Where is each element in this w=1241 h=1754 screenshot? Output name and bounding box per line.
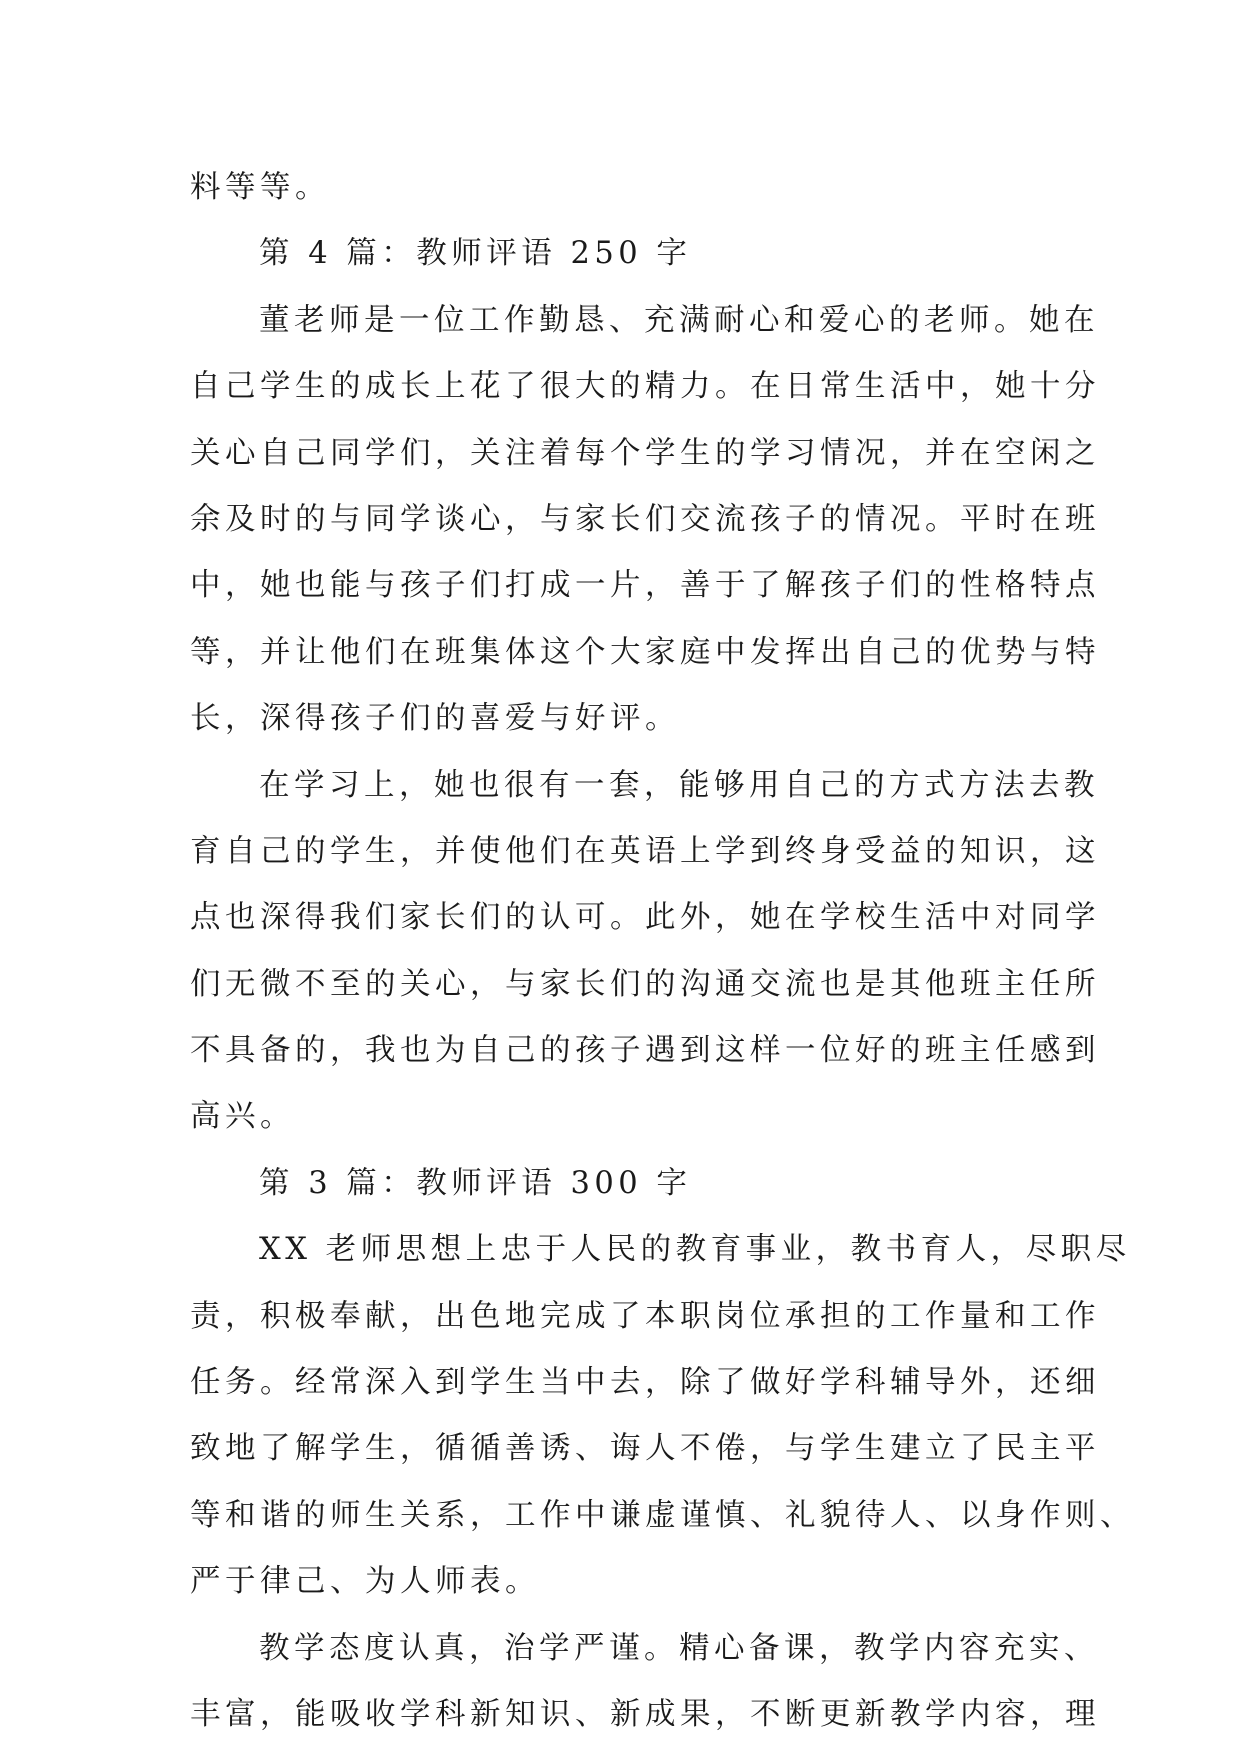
paragraph-line: XX 老师思想上忠于人民的教育事业，教书育人，尽职尽 — [259, 1232, 1131, 1268]
paragraph-line: 自己学生的成长上花了很大的精力。在日常生活中，她十分 — [190, 369, 1100, 405]
paragraph-line: 等和谐的师生关系，工作中谦虚谨慎、礼貌待人、以身作则、 — [190, 1497, 1135, 1533]
paragraph-line: 长，深得孩子们的喜爱与好评。 — [190, 701, 680, 737]
paragraph-line: 余及时的与同学谈心，与家长们交流孩子的情况。平时在班 — [190, 501, 1100, 537]
paragraph-line: 育自己的学生，并使他们在英语上学到终身受益的知识，这 — [190, 833, 1100, 869]
section-heading: 第 4 篇：教师评语 250 字 — [259, 236, 692, 272]
paragraph-line: 严于律己、为人师表。 — [190, 1564, 540, 1600]
paragraph-line: 们无微不至的关心，与家长们的沟通交流也是其他班主任所 — [190, 966, 1100, 1002]
paragraph-line: 关心自己同学们，关注着每个学生的学习情况，并在空闲之 — [190, 435, 1100, 471]
paragraph-line: 在学习上，她也很有一套，能够用自己的方式方法去教 — [259, 767, 1099, 803]
paragraph-line: 不具备的，我也为自己的孩子遇到这样一位好的班主任感到 — [190, 1033, 1100, 1069]
document-body — [190, 155, 1135, 1748]
paragraph-line: 任务。经常深入到学生当中去，除了做好学科辅导外，还细 — [190, 1365, 1100, 1401]
paragraph-line: 中，她也能与孩子们打成一片，善于了解孩子们的性格特点 — [190, 568, 1100, 604]
paragraph-line: 高兴。 — [190, 1099, 295, 1135]
paragraph-line: 等，并让他们在班集体这个大家庭中发挥出自己的优势与特 — [190, 634, 1100, 670]
paragraph-line: 教学态度认真，治学严谨。精心备课，教学内容充实、 — [259, 1630, 1099, 1666]
section-heading: 第 3 篇：教师评语 300 字 — [259, 1165, 692, 1201]
paragraph-line: 致地了解学生，循循善诱、诲人不倦，与学生建立了民主平 — [190, 1431, 1100, 1467]
paragraph-line: 董老师是一位工作勤恳、充满耐心和爱心的老师。她在 — [259, 302, 1099, 338]
text-line: 料等等。 — [190, 170, 330, 205]
paragraph-line: 责，积极奉献，出色地完成了本职岗位承担的工作量和工作 — [190, 1298, 1100, 1334]
paragraph-line: 点也深得我们家长们的认可。此外，她在学校生活中对同学 — [190, 900, 1100, 936]
paragraph-line: 丰富，能吸收学科新知识、新成果，不断更新教学内容，理 — [190, 1696, 1100, 1732]
